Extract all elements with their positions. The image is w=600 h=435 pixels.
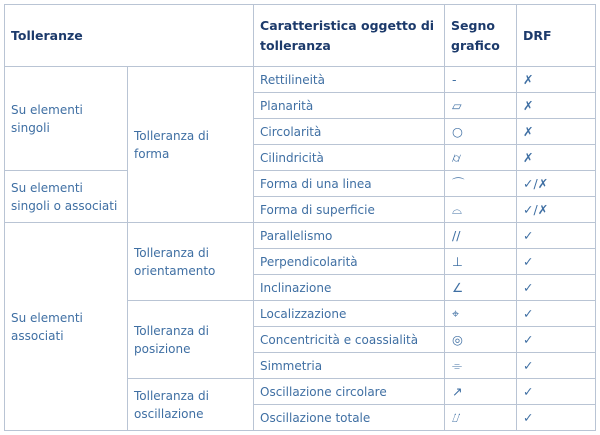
symbol-cell: ⌓ (445, 197, 517, 223)
characteristic-cell: Perpendicolarità (254, 249, 445, 275)
symbol-cell: ↗ (445, 379, 517, 405)
symbol-cell: ⌯ (445, 353, 517, 379)
characteristic-cell: Concentricità e coassialità (254, 327, 445, 353)
symbol-cell: ⌖ (445, 301, 517, 327)
header-drf: DRF (517, 5, 596, 67)
drf-cell: ✗ (517, 93, 596, 119)
drf-cell: ✗ (517, 67, 596, 93)
header-row (5, 5, 596, 67)
tol-type-oscillazione: Tolleranza di oscillazione (128, 379, 254, 431)
characteristic-cell: Cilindricità (254, 145, 445, 171)
symbol-cell: // (445, 223, 517, 249)
characteristic-cell: Planarità (254, 93, 445, 119)
tol-type-orientamento: Tolleranza di orientamento (128, 223, 254, 301)
characteristic-cell: Localizzazione (254, 301, 445, 327)
characteristic-cell: Oscillazione circolare (254, 379, 445, 405)
drf-cell: ✓ (517, 249, 596, 275)
drf-cell: ✓ (517, 327, 596, 353)
symbol-cell: ⊥ (445, 249, 517, 275)
drf-cell: ✓ (517, 301, 596, 327)
drf-cell: ✓/✗ (517, 197, 596, 223)
characteristic-cell: Forma di una linea (254, 171, 445, 197)
symbol-cell: ∠ (445, 275, 517, 301)
characteristic-cell: Parallelismo (254, 223, 445, 249)
symbol-cell: ⌒ (445, 171, 517, 197)
group-singoli-associati: Su elementi singoli o associati (5, 171, 128, 223)
drf-cell: ✓ (517, 223, 596, 249)
group-singoli: Su elementi singoli (5, 67, 128, 171)
group-associati: Su elementi associati (5, 223, 128, 431)
tol-type-forma: Tolleranza di forma (128, 67, 254, 223)
symbol-cell: ▱ (445, 93, 517, 119)
table-row (5, 223, 596, 249)
drf-cell: ✓ (517, 275, 596, 301)
characteristic-cell: Rettilineità (254, 67, 445, 93)
drf-cell: ✓ (517, 353, 596, 379)
drf-cell: ✓ (517, 405, 596, 431)
characteristic-cell: Forma di superficie (254, 197, 445, 223)
symbol-cell: - (445, 67, 517, 93)
symbol-cell: ⌭ (445, 145, 517, 171)
characteristic-cell: Circolarità (254, 119, 445, 145)
characteristic-cell: Inclinazione (254, 275, 445, 301)
tol-type-posizione: Tolleranza di posizione (128, 301, 254, 379)
tolerance-table (4, 4, 596, 431)
characteristic-cell: Oscillazione totale (254, 405, 445, 431)
drf-cell: ✗ (517, 119, 596, 145)
table-row (5, 67, 596, 93)
header-caratteristica: Caratteristica oggetto di tolleranza (254, 5, 445, 67)
symbol-cell: ⌰ (445, 405, 517, 431)
drf-cell: ✓/✗ (517, 171, 596, 197)
symbol-cell: ◎ (445, 327, 517, 353)
characteristic-cell: Simmetria (254, 353, 445, 379)
drf-cell: ✓ (517, 379, 596, 405)
header-tolleranze: Tolleranze (5, 5, 254, 67)
symbol-cell: ○ (445, 119, 517, 145)
table-row (5, 171, 596, 197)
drf-cell: ✗ (517, 145, 596, 171)
header-segno-grafico: Segno grafico (445, 5, 517, 67)
